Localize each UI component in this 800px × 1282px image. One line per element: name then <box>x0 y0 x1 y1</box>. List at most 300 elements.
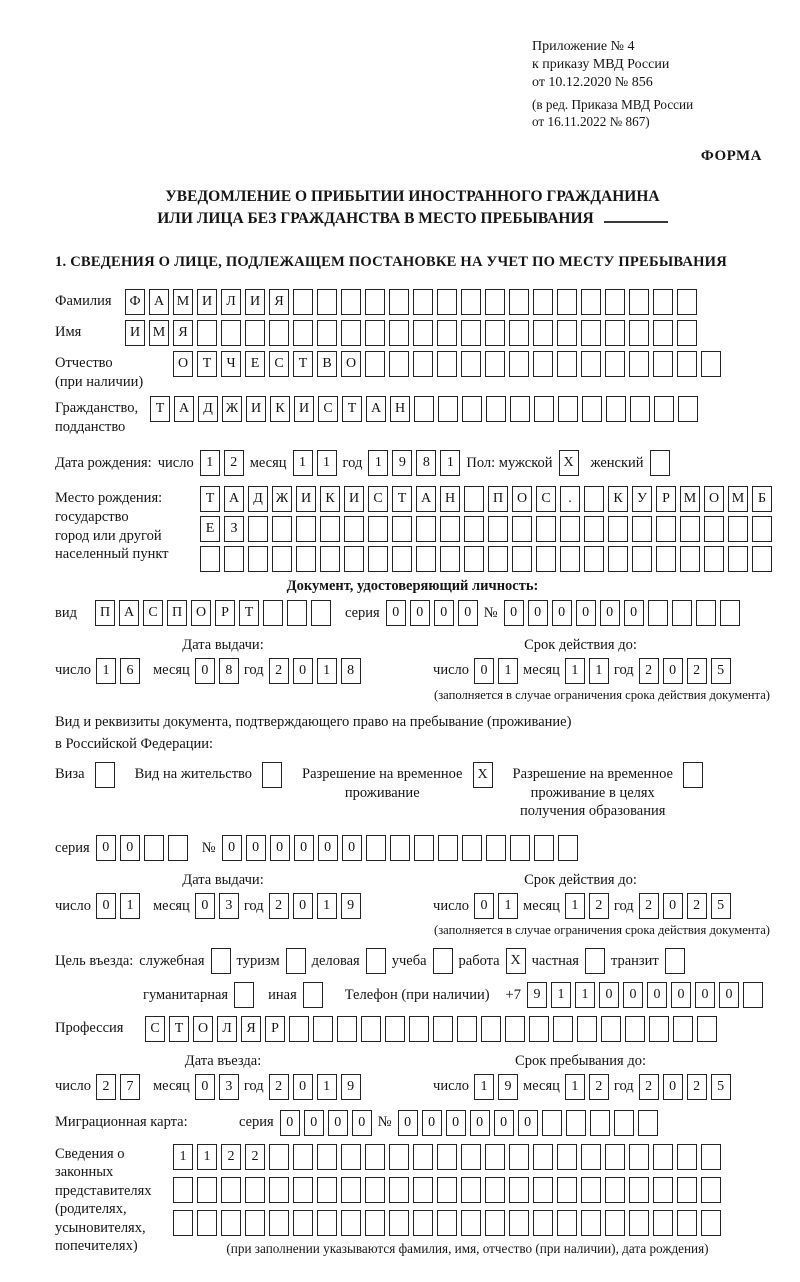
char-box[interactable] <box>320 546 340 572</box>
char-box[interactable] <box>317 1210 337 1236</box>
char-box[interactable] <box>245 1177 265 1203</box>
char-box[interactable] <box>245 320 265 346</box>
char-box[interactable] <box>533 289 553 315</box>
char-box[interactable] <box>509 289 529 315</box>
char-box[interactable] <box>584 516 604 542</box>
char-box[interactable] <box>461 351 481 377</box>
char-box[interactable] <box>437 320 457 346</box>
char-box[interactable] <box>728 516 748 542</box>
char-box[interactable] <box>629 1144 649 1170</box>
char-box[interactable]: 0 <box>386 600 406 626</box>
char-box[interactable] <box>392 546 412 572</box>
char-box[interactable]: 2 <box>224 450 244 476</box>
char-box[interactable] <box>656 516 676 542</box>
char-box[interactable]: 1 <box>575 982 595 1008</box>
char-box[interactable] <box>677 289 697 315</box>
char-box[interactable]: 9 <box>392 450 412 476</box>
char-box[interactable] <box>632 516 652 542</box>
char-box[interactable] <box>365 289 385 315</box>
char-box[interactable] <box>649 1016 669 1042</box>
char-box[interactable] <box>197 1177 217 1203</box>
char-box[interactable] <box>560 516 580 542</box>
char-box[interactable]: 8 <box>416 450 436 476</box>
char-box[interactable]: 0 <box>293 658 313 684</box>
char-box[interactable] <box>728 546 748 572</box>
char-box[interactable] <box>485 320 505 346</box>
char-box[interactable]: М <box>149 320 169 346</box>
char-box[interactable] <box>168 835 188 861</box>
char-box[interactable]: 0 <box>246 835 266 861</box>
char-box[interactable] <box>629 289 649 315</box>
char-box[interactable] <box>200 546 220 572</box>
char-box[interactable] <box>269 1144 289 1170</box>
char-box[interactable] <box>638 1110 658 1136</box>
char-box[interactable]: 1 <box>368 450 388 476</box>
char-box[interactable] <box>457 1016 477 1042</box>
char-box[interactable]: 0 <box>222 835 242 861</box>
char-box[interactable] <box>437 1210 457 1236</box>
char-box[interactable] <box>582 396 602 422</box>
char-box[interactable] <box>317 320 337 346</box>
char-box[interactable]: 0 <box>552 600 572 626</box>
char-box[interactable] <box>696 600 716 626</box>
char-box[interactable]: Л <box>217 1016 237 1042</box>
char-box[interactable] <box>262 762 282 788</box>
char-box[interactable] <box>461 1210 481 1236</box>
char-box[interactable] <box>303 982 323 1008</box>
char-box[interactable] <box>389 289 409 315</box>
char-box[interactable]: 0 <box>695 982 715 1008</box>
char-box[interactable] <box>272 516 292 542</box>
char-box[interactable]: Т <box>293 351 313 377</box>
char-box[interactable]: И <box>245 289 265 315</box>
char-box[interactable]: Т <box>169 1016 189 1042</box>
char-box[interactable]: М <box>680 486 700 512</box>
char-box[interactable]: А <box>149 289 169 315</box>
char-box[interactable] <box>673 1016 693 1042</box>
char-box[interactable] <box>413 320 433 346</box>
char-box[interactable]: 0 <box>328 1110 348 1136</box>
char-box[interactable] <box>650 450 670 476</box>
char-box[interactable]: 2 <box>269 658 289 684</box>
char-box[interactable] <box>533 1144 553 1170</box>
char-box[interactable] <box>416 516 436 542</box>
char-box[interactable] <box>221 1177 241 1203</box>
char-box[interactable] <box>534 835 554 861</box>
char-box[interactable] <box>678 396 698 422</box>
char-box[interactable] <box>361 1016 381 1042</box>
char-box[interactable]: И <box>246 396 266 422</box>
char-box[interactable] <box>512 546 532 572</box>
char-box[interactable] <box>743 982 763 1008</box>
char-box[interactable] <box>752 546 772 572</box>
char-box[interactable]: О <box>173 351 193 377</box>
char-box[interactable]: 0 <box>270 835 290 861</box>
char-box[interactable]: Т <box>197 351 217 377</box>
char-box[interactable]: С <box>368 486 388 512</box>
char-box[interactable] <box>533 351 553 377</box>
char-box[interactable]: С <box>269 351 289 377</box>
char-box[interactable]: 0 <box>470 1110 490 1136</box>
char-box[interactable] <box>653 1210 673 1236</box>
char-box[interactable] <box>234 982 254 1008</box>
char-box[interactable] <box>509 351 529 377</box>
char-box[interactable]: 0 <box>671 982 691 1008</box>
char-box[interactable]: О <box>193 1016 213 1042</box>
char-box[interactable] <box>461 1177 481 1203</box>
char-box[interactable]: С <box>145 1016 165 1042</box>
char-box[interactable] <box>341 1177 361 1203</box>
char-box[interactable] <box>509 1210 529 1236</box>
char-box[interactable]: 2 <box>269 893 289 919</box>
char-box[interactable]: О <box>341 351 361 377</box>
char-box[interactable] <box>272 546 292 572</box>
char-box[interactable] <box>653 351 673 377</box>
char-box[interactable]: 5 <box>711 658 731 684</box>
char-box[interactable] <box>365 1144 385 1170</box>
char-box[interactable] <box>366 835 386 861</box>
char-box[interactable] <box>413 351 433 377</box>
char-box[interactable]: 0 <box>518 1110 538 1136</box>
char-box[interactable] <box>440 546 460 572</box>
char-box[interactable] <box>653 1177 673 1203</box>
char-box[interactable] <box>752 516 772 542</box>
char-box[interactable] <box>509 1144 529 1170</box>
char-box[interactable]: 9 <box>527 982 547 1008</box>
char-box[interactable] <box>385 1016 405 1042</box>
char-box[interactable] <box>653 1144 673 1170</box>
char-box[interactable] <box>464 516 484 542</box>
char-box[interactable]: Ф <box>125 289 145 315</box>
char-box[interactable] <box>601 1016 621 1042</box>
char-box[interactable] <box>630 396 650 422</box>
char-box[interactable]: 0 <box>599 982 619 1008</box>
char-box[interactable] <box>269 1177 289 1203</box>
char-box[interactable]: Л <box>221 289 241 315</box>
char-box[interactable]: А <box>366 396 386 422</box>
char-box[interactable] <box>317 1177 337 1203</box>
char-box[interactable]: Т <box>150 396 170 422</box>
char-box[interactable] <box>413 1210 433 1236</box>
char-box[interactable] <box>629 1210 649 1236</box>
char-box[interactable]: К <box>270 396 290 422</box>
char-box[interactable] <box>366 948 386 974</box>
char-box[interactable] <box>293 1177 313 1203</box>
char-box[interactable]: П <box>95 600 115 626</box>
char-box[interactable] <box>413 1144 433 1170</box>
char-box[interactable]: 1 <box>120 893 140 919</box>
char-box[interactable] <box>512 516 532 542</box>
char-box[interactable] <box>224 546 244 572</box>
char-box[interactable]: М <box>173 289 193 315</box>
char-box[interactable]: 5 <box>711 1074 731 1100</box>
char-box[interactable]: А <box>224 486 244 512</box>
char-box[interactable]: Я <box>173 320 193 346</box>
char-box[interactable]: К <box>320 486 340 512</box>
char-box[interactable]: А <box>174 396 194 422</box>
char-box[interactable] <box>317 1144 337 1170</box>
char-box[interactable]: И <box>197 289 217 315</box>
char-box[interactable]: 1 <box>317 658 337 684</box>
char-box[interactable]: 0 <box>504 600 524 626</box>
char-box[interactable]: 0 <box>96 835 116 861</box>
char-box[interactable]: 0 <box>410 600 430 626</box>
char-box[interactable] <box>529 1016 549 1042</box>
char-box[interactable] <box>437 351 457 377</box>
char-box[interactable] <box>488 516 508 542</box>
char-box[interactable]: Е <box>200 516 220 542</box>
char-box[interactable] <box>701 1210 721 1236</box>
char-box[interactable] <box>368 516 388 542</box>
char-box[interactable]: Ж <box>222 396 242 422</box>
char-box[interactable] <box>605 289 625 315</box>
char-box[interactable]: 2 <box>639 1074 659 1100</box>
char-box[interactable] <box>389 1210 409 1236</box>
char-box[interactable]: Е <box>245 351 265 377</box>
char-box[interactable] <box>656 546 676 572</box>
char-box[interactable]: 1 <box>474 1074 494 1100</box>
char-box[interactable]: 0 <box>494 1110 514 1136</box>
char-box[interactable] <box>606 396 626 422</box>
char-box[interactable]: 0 <box>624 600 644 626</box>
char-box[interactable] <box>665 948 685 974</box>
char-box[interactable]: И <box>125 320 145 346</box>
char-box[interactable] <box>697 1016 717 1042</box>
char-box[interactable]: С <box>143 600 163 626</box>
char-box[interactable] <box>510 835 530 861</box>
char-box[interactable]: 0 <box>195 1074 215 1100</box>
char-box[interactable] <box>505 1016 525 1042</box>
char-box[interactable] <box>605 320 625 346</box>
char-box[interactable] <box>553 1016 573 1042</box>
char-box[interactable] <box>608 516 628 542</box>
char-box[interactable]: А <box>416 486 436 512</box>
char-box[interactable] <box>485 1210 505 1236</box>
char-box[interactable]: 0 <box>342 835 362 861</box>
char-box[interactable] <box>296 546 316 572</box>
char-box[interactable] <box>486 835 506 861</box>
char-box[interactable]: У <box>632 486 652 512</box>
char-box[interactable] <box>416 546 436 572</box>
char-box[interactable]: 2 <box>639 658 659 684</box>
char-box[interactable] <box>701 1177 721 1203</box>
char-box[interactable] <box>581 351 601 377</box>
char-box[interactable] <box>337 1016 357 1042</box>
char-box[interactable] <box>269 1210 289 1236</box>
char-box[interactable] <box>509 320 529 346</box>
char-box[interactable]: З <box>224 516 244 542</box>
char-box[interactable]: 2 <box>687 658 707 684</box>
char-box[interactable] <box>557 320 577 346</box>
char-box[interactable]: 9 <box>341 893 361 919</box>
char-box[interactable]: 0 <box>663 1074 683 1100</box>
char-box[interactable] <box>533 1210 553 1236</box>
char-box[interactable]: 2 <box>589 893 609 919</box>
char-box[interactable]: 0 <box>96 893 116 919</box>
char-box[interactable] <box>648 600 668 626</box>
char-box[interactable] <box>653 320 673 346</box>
char-box[interactable] <box>558 396 578 422</box>
char-box[interactable] <box>585 948 605 974</box>
char-box[interactable] <box>248 546 268 572</box>
char-box[interactable] <box>584 546 604 572</box>
char-box[interactable] <box>293 1210 313 1236</box>
char-box[interactable]: Ж <box>272 486 292 512</box>
char-box[interactable]: А <box>119 600 139 626</box>
char-box[interactable]: 0 <box>623 982 643 1008</box>
char-box[interactable]: И <box>344 486 364 512</box>
char-box[interactable] <box>542 1110 562 1136</box>
char-box[interactable] <box>629 351 649 377</box>
char-box[interactable] <box>414 835 434 861</box>
char-box[interactable] <box>536 516 556 542</box>
char-box[interactable] <box>413 1177 433 1203</box>
char-box[interactable] <box>413 289 433 315</box>
char-box[interactable] <box>365 1177 385 1203</box>
char-box[interactable] <box>365 351 385 377</box>
char-box[interactable] <box>683 762 703 788</box>
char-box[interactable]: И <box>294 396 314 422</box>
char-box[interactable] <box>560 546 580 572</box>
char-box[interactable]: 0 <box>434 600 454 626</box>
char-box[interactable]: Р <box>656 486 676 512</box>
char-box[interactable]: 2 <box>245 1144 265 1170</box>
char-box[interactable] <box>437 289 457 315</box>
char-box[interactable] <box>311 600 331 626</box>
char-box[interactable] <box>344 546 364 572</box>
char-box[interactable]: 1 <box>200 450 220 476</box>
char-box[interactable] <box>581 1177 601 1203</box>
char-box[interactable] <box>293 1144 313 1170</box>
char-box[interactable] <box>677 1177 697 1203</box>
char-box[interactable] <box>533 1177 553 1203</box>
char-box[interactable]: 8 <box>219 658 239 684</box>
char-box[interactable] <box>320 516 340 542</box>
char-box[interactable]: 1 <box>551 982 571 1008</box>
char-box[interactable]: 0 <box>195 893 215 919</box>
char-box[interactable] <box>677 1144 697 1170</box>
char-box[interactable] <box>510 396 530 422</box>
char-box[interactable]: 3 <box>219 1074 239 1100</box>
char-box[interactable]: В <box>317 351 337 377</box>
char-box[interactable] <box>464 546 484 572</box>
char-box[interactable]: 1 <box>498 893 518 919</box>
char-box[interactable] <box>221 320 241 346</box>
char-box[interactable] <box>317 289 337 315</box>
char-box[interactable]: 0 <box>719 982 739 1008</box>
char-box[interactable]: 1 <box>197 1144 217 1170</box>
char-box[interactable]: П <box>167 600 187 626</box>
char-box[interactable] <box>461 320 481 346</box>
char-box[interactable]: 1 <box>565 893 585 919</box>
char-box[interactable] <box>389 351 409 377</box>
char-box[interactable] <box>605 1177 625 1203</box>
char-box[interactable] <box>581 320 601 346</box>
char-box[interactable]: Т <box>239 600 259 626</box>
char-box[interactable]: С <box>536 486 556 512</box>
char-box[interactable]: Д <box>248 486 268 512</box>
char-box[interactable] <box>558 835 578 861</box>
char-box[interactable] <box>286 948 306 974</box>
char-box[interactable]: 0 <box>294 835 314 861</box>
char-box[interactable]: 2 <box>96 1074 116 1100</box>
char-box[interactable] <box>433 948 453 974</box>
char-box[interactable]: Р <box>265 1016 285 1042</box>
char-box[interactable]: 0 <box>280 1110 300 1136</box>
char-box[interactable] <box>313 1016 333 1042</box>
char-box[interactable] <box>392 516 412 542</box>
char-box[interactable]: . <box>560 486 580 512</box>
char-box[interactable]: X <box>506 948 526 974</box>
char-box[interactable] <box>632 546 652 572</box>
char-box[interactable]: 8 <box>341 658 361 684</box>
char-box[interactable] <box>608 546 628 572</box>
char-box[interactable] <box>590 1110 610 1136</box>
char-box[interactable]: 3 <box>219 893 239 919</box>
char-box[interactable]: С <box>318 396 338 422</box>
char-box[interactable]: 1 <box>565 1074 585 1100</box>
char-box[interactable]: 0 <box>398 1110 418 1136</box>
char-box[interactable] <box>581 289 601 315</box>
char-box[interactable]: 0 <box>120 835 140 861</box>
char-box[interactable] <box>461 289 481 315</box>
char-box[interactable]: 2 <box>221 1144 241 1170</box>
char-box[interactable]: 0 <box>600 600 620 626</box>
char-box[interactable] <box>704 546 724 572</box>
char-box[interactable] <box>464 486 484 512</box>
char-box[interactable]: 7 <box>120 1074 140 1100</box>
char-box[interactable]: 0 <box>422 1110 442 1136</box>
char-box[interactable] <box>533 320 553 346</box>
char-box[interactable]: 0 <box>352 1110 372 1136</box>
char-box[interactable]: 0 <box>663 893 683 919</box>
char-box[interactable] <box>197 1210 217 1236</box>
char-box[interactable]: И <box>296 486 316 512</box>
char-box[interactable] <box>557 1144 577 1170</box>
char-box[interactable]: 1 <box>317 1074 337 1100</box>
char-box[interactable] <box>557 351 577 377</box>
char-box[interactable] <box>534 396 554 422</box>
char-box[interactable]: Н <box>390 396 410 422</box>
char-box[interactable] <box>485 1144 505 1170</box>
char-box[interactable] <box>680 546 700 572</box>
char-box[interactable]: Б <box>752 486 772 512</box>
char-box[interactable] <box>704 516 724 542</box>
char-box[interactable] <box>654 396 674 422</box>
char-box[interactable]: X <box>559 450 579 476</box>
char-box[interactable] <box>173 1177 193 1203</box>
char-box[interactable] <box>625 1016 645 1042</box>
char-box[interactable]: 6 <box>120 658 140 684</box>
char-box[interactable] <box>581 1210 601 1236</box>
char-box[interactable]: 5 <box>711 893 731 919</box>
char-box[interactable] <box>584 486 604 512</box>
char-box[interactable] <box>481 1016 501 1042</box>
char-box[interactable]: 0 <box>195 658 215 684</box>
char-box[interactable] <box>341 1210 361 1236</box>
char-box[interactable] <box>341 320 361 346</box>
char-box[interactable]: О <box>191 600 211 626</box>
char-box[interactable] <box>245 1210 265 1236</box>
char-box[interactable] <box>409 1016 429 1042</box>
char-box[interactable] <box>605 1144 625 1170</box>
char-box[interactable]: 0 <box>446 1110 466 1136</box>
char-box[interactable] <box>577 1016 597 1042</box>
char-box[interactable] <box>488 546 508 572</box>
char-box[interactable] <box>653 289 673 315</box>
char-box[interactable] <box>701 1144 721 1170</box>
char-box[interactable] <box>365 320 385 346</box>
